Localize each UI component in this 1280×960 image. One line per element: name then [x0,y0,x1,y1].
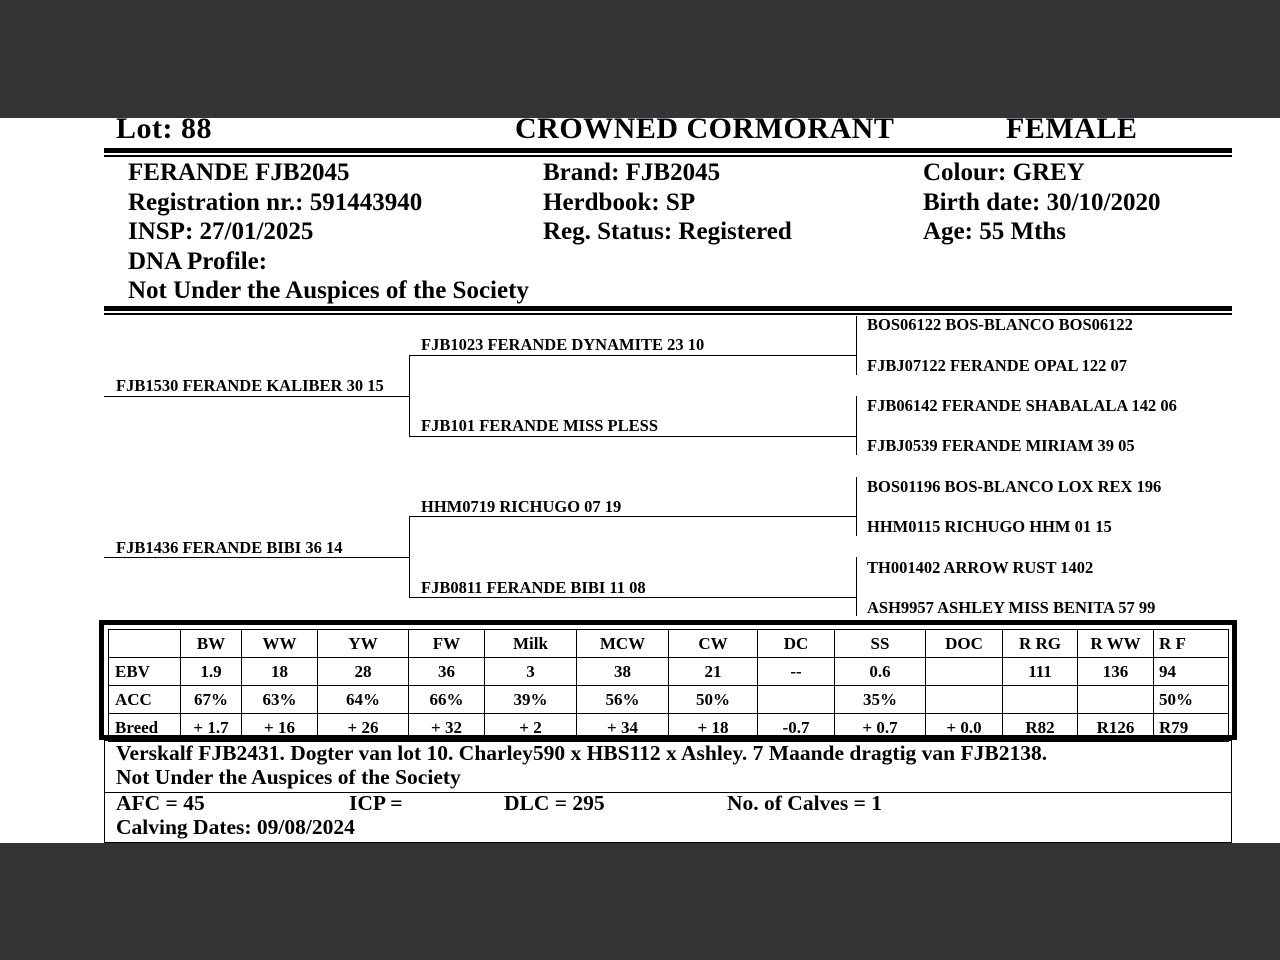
pedigree-great-grandparent: TH001402 ARROW RUST 1402 [867,558,1094,577]
ebv-cell: 36 [409,658,485,686]
calves-count: No. of Calves = 1 [727,791,882,815]
breed-row-label: Breed [109,714,181,742]
pedigree-great-grandparent: FJBJ07122 FERANDE OPAL 122 07 [867,356,1128,375]
ebv-cell: 21 [669,658,758,686]
acc-cell [1003,686,1078,714]
ebv-header-cell: SS [835,630,926,658]
ebv-header-row [109,630,1229,658]
registration-number: Registration nr.: 591443940 [128,188,423,216]
breed-cell: + 32 [409,714,485,742]
pedigree-sire-sire: FJB1023 FERANDE DYNAMITE 23 10 [421,335,705,354]
acc-cell [1078,686,1154,714]
acc-cell: 56% [577,686,669,714]
breed-name: CROWNED CORMORANT [515,112,895,145]
acc-cell: 66% [409,686,485,714]
pedigree-bracket [856,557,857,616]
pedigree-dam-sire: HHM0719 RICHUGO 07 19 [421,497,622,516]
ebv-header-cell: MCW [577,630,669,658]
lot-number: Lot: 88 [116,112,212,145]
pedigree-dam-dam: FJB0811 FERANDE BIBI 11 08 [421,578,646,597]
acc-row [109,686,1229,714]
calving-dates: Calving Dates: 09/08/2024 [116,815,355,839]
header-rule-thin [104,155,1232,157]
comment-auspices: Not Under the Auspices of the Society [116,765,461,789]
breed-cell: R126 [1078,714,1154,742]
ebv-table-frame [99,620,1237,740]
ebv-cell [926,658,1003,686]
ebv-cell: 18 [242,658,318,686]
brand: Brand: FJB2045 [543,159,721,186]
pedigree-bracket [856,396,857,455]
pedigree-great-grandparent: ASH9957 ASHLEY MISS BENITA 57 99 [867,598,1156,617]
dna-profile: DNA Profile: [128,247,268,275]
pedigree-line [409,355,856,356]
ebv-header-cell: WW [242,630,318,658]
ebv-header-cell: Milk [485,630,577,658]
pedigree-sire: FJB1530 FERANDE KALIBER 30 15 [116,376,384,395]
age: Age: 55 Mths [923,218,1067,245]
pedigree-line [104,396,409,397]
breed-cell: + 0.0 [926,714,1003,742]
pedigree-great-grandparent: HHM0115 RICHUGO HHM 01 15 [867,517,1112,536]
pedigree-great-grandparent: BOS06122 BOS-BLANCO BOS06122 [867,315,1133,334]
pedigree-bracket [856,316,857,375]
pedigree-line [409,597,856,598]
ebv-header-cell: DC [758,630,835,658]
ebv-header-cell: R F [1154,630,1229,658]
ebv-cell: 94 [1154,658,1229,686]
breed-cell: + 34 [577,714,669,742]
ebv-cell: 28 [318,658,409,686]
breed-cell: + 16 [242,714,318,742]
ebv-cell: 136 [1078,658,1154,686]
pedigree-sire-dam: FJB101 FERANDE MISS PLESS [421,416,659,435]
breed-cell: R82 [1003,714,1078,742]
sex-label: FEMALE [1006,112,1138,145]
ebv-header-cell: BW [181,630,242,658]
icp-value: ICP = [349,791,403,815]
ebv-row-label: EBV [109,658,181,686]
auspices-note: Not Under the Auspices of the Society [128,277,529,304]
ebv-header-cell [109,630,181,658]
ebv-cell: 38 [577,658,669,686]
pedigree-line [104,557,409,558]
ebv-cell: -- [758,658,835,686]
colour: Colour: GREY [923,159,1085,186]
comments-box [104,740,1232,843]
pedigree-great-grandparent: FJB06142 FERANDE SHABALALA 142 06 [867,396,1177,415]
acc-cell: 63% [242,686,318,714]
header-rule-thick [104,148,1232,153]
pedigree-line [409,436,856,437]
birth-date: Birth date: 30/10/2020 [923,188,1161,216]
animal-name: FERANDE FJB2045 [128,159,350,186]
breed-cell: R79 [1154,714,1229,742]
pedigree-line [409,516,856,517]
acc-cell: 64% [318,686,409,714]
herdbook: Herdbook: SP [543,188,696,216]
lot-catalogue-page [0,112,1280,843]
ebv-row [109,658,1229,686]
ebv-table [108,629,1229,742]
ebv-header-cell: FW [409,630,485,658]
acc-row-label: ACC [109,686,181,714]
pedigree-great-grandparent: FJBJ0539 FERANDE MIRIAM 39 05 [867,436,1135,455]
comment-line: Verskalf FJB2431. Dogter van lot 10. Charley590 x HBS112 x Ashley. 7 Maande dragtig van FJB2138. [116,741,1048,765]
dlc-value: DLC = 295 [504,791,605,815]
registration-status: Reg. Status: Registered [543,218,792,245]
ebv-header-cell: YW [318,630,409,658]
pedigree-dam: FJB1436 FERANDE BIBI 36 14 [116,538,343,557]
ebv-cell: 1.9 [181,658,242,686]
breed-row [109,714,1229,742]
pedigree-bracket [856,477,857,536]
acc-cell: 50% [669,686,758,714]
acc-cell [758,686,835,714]
breed-cell: + 2 [485,714,577,742]
pedigree-bracket [409,517,410,598]
pedigree-great-grandparent: BOS01196 BOS-BLANCO LOX REX 196 [867,477,1162,496]
acc-cell: 50% [1154,686,1229,714]
afc-value: AFC = 45 [116,791,205,815]
ebv-cell: 3 [485,658,577,686]
acc-cell: 67% [181,686,242,714]
pedigree-bracket [409,356,410,437]
breed-cell: + 26 [318,714,409,742]
ebv-header-cell: DOC [926,630,1003,658]
ebv-cell: 111 [1003,658,1078,686]
comments-divider [105,792,1231,793]
acc-cell: 39% [485,686,577,714]
ebv-cell: 0.6 [835,658,926,686]
breed-cell: + 0.7 [835,714,926,742]
acc-cell [926,686,1003,714]
info-rule-thick [104,306,1232,311]
breed-cell: + 18 [669,714,758,742]
acc-cell: 35% [835,686,926,714]
breed-cell: + 1.7 [181,714,242,742]
ebv-header-cell: CW [669,630,758,658]
inspection-date: INSP: 27/01/2025 [128,218,314,245]
ebv-header-cell: R WW [1078,630,1154,658]
breed-cell: -0.7 [758,714,835,742]
ebv-header-cell: R RG [1003,630,1078,658]
